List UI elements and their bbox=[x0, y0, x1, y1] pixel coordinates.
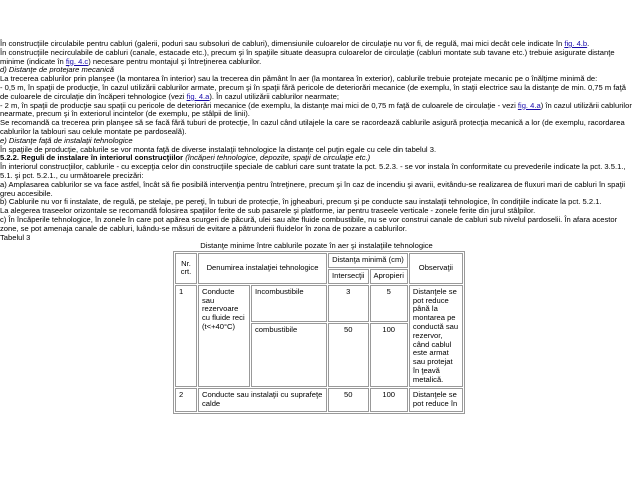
cell-nr: 1 bbox=[175, 285, 197, 388]
figure-link-4b[interactable]: fig. 4.b bbox=[564, 39, 588, 48]
table-row bbox=[175, 388, 463, 412]
paragraph: - 2 m, în spaţii de producţie sau spaţii cu pericole de deteriorări mecanice (de exemplu, la distanţe mai mici de 0,75 m faţă de culoarele de circulaţie - vezi fig. 4.a) în cazul utilizării cablurilor nearmate, precum şi în exteriorul incintelor (de exemplu, pe stâlpii de linii). bbox=[0, 100, 632, 119]
cell-observations: Distanţele se pot reduce în bbox=[409, 388, 463, 412]
cell-intersectii: 3 bbox=[328, 285, 369, 323]
header-nr: Nr. crt. bbox=[175, 253, 197, 284]
figure-link-4a[interactable]: fig. 4.a bbox=[186, 91, 210, 101]
section-heading: e) Distanţe faţă de instalaţii tehnologice bbox=[0, 135, 133, 145]
paragraph: La trecerea cablurilor prin planşee (la montarea în interior) sau la trecerea din pământ în aer (la montarea în exterior), cablurile trebuie protejate mecanic pe o înălţime minimă de: bbox=[0, 74, 598, 84]
cell-apropieri: 100 bbox=[370, 388, 408, 412]
cell-observations: Distanţele se pot reduce până la montarea pe conductă sau rezervor, când cablul este armat sau protejat în ţeavă metalică. bbox=[409, 285, 463, 388]
distances-table bbox=[173, 251, 465, 414]
table-row bbox=[175, 285, 463, 323]
section-heading: d) Distanţe de protejare mecanică bbox=[0, 65, 114, 75]
table-header-row bbox=[175, 253, 463, 268]
cell-apropieri: 100 bbox=[370, 323, 408, 387]
cell-apropieri: 5 bbox=[370, 285, 408, 323]
header-distance: Distanţa minimă (cm) bbox=[328, 253, 408, 268]
paragraph: b) Cablurile nu vor fi instalate, de regulă, pe stelaje, pe pereţi, în tuburi de protecţie, în jgheaburi, precum şi pe conducte sau instalaţii tehnologice, în condiţiile indicate la pct. 5.2.1. bbox=[0, 197, 602, 207]
cell-kind: Incombustibile bbox=[251, 285, 327, 323]
cell-nr: 2 bbox=[175, 388, 197, 412]
header-name: Denumirea instalaţiei tehnologice bbox=[198, 253, 327, 284]
cell-name: Conducte sau instalaţii cu suprafeţe calde bbox=[198, 388, 327, 412]
paragraph: La alegerea traseelor orizontale se recomandă folosirea spaţiilor ferite de sub pasarele şi platforme, iar pentru traseele verticale - zonele ferite din jurul stâlpilor. bbox=[0, 206, 536, 216]
header-apropieri: Apropieri bbox=[370, 269, 408, 284]
paragraph: În construcţiile circulabile pentru cabluri (galerii, poduri sau subsoluri de cabluri), dimensiunile culoarelor de circulaţie nu vor fi, de regulă, mai mici decât cele indicate în fig. 4.b. bbox=[0, 39, 590, 48]
header-intersectii: Intersecţii bbox=[328, 269, 369, 284]
table-label: Tabelul 3 bbox=[0, 232, 31, 242]
paragraph: În spaţiile de producţie, cablurile se vor monta faţă de diverse instalaţii tehnologice la distanţe cel puţin egale cu cele din tabelul 3. bbox=[0, 144, 437, 154]
paragraph: În interiorul construcţiilor, cablurile - cu excepţia celor din construcţiile speciale de cabluri care sunt tratate la pct. 5.2.3. - se vor instala în conformitate cu prevederile indicate la pct. 3.5.1., 5.1. şi pct. 5.2.1., cu următoarele precizări: bbox=[0, 162, 626, 180]
header-observations: Observaţii bbox=[409, 253, 463, 284]
cell-name: Conducte sau rezervoare cu fluide reci (t<+40°C) bbox=[198, 285, 250, 388]
figure-link-4a[interactable]: fig. 4.a bbox=[517, 100, 541, 110]
cell-intersectii: 50 bbox=[328, 388, 369, 412]
paragraph: a) Amplasarea cablurilor se va face astfel, încât să fie posibilă intervenţia pentru întreţinere, precum şi în caz de incendiu şi avarii, evitându-se realizarea de fluxuri mari de cabluri în spaţii greu accesibile. bbox=[0, 179, 626, 198]
paragraph: - 0,5 m, în spaţii de producţie, în cazul utilizării cablurilor armate, precum şi în spaţii fără pericole de deteriorări mecanice (de exemplu, în staţii electrice sau la distanţe de min. 0,75 m faţă de culoarele de circulaţie din încăperi tehnologice (vezi fig. 4.a). În cazul utilizării cablurilor nearmate; bbox=[0, 82, 626, 101]
section-title: 5.2.2. Reguli de instalare în interiorul construcţiilor (încăperi tehnologice, depozite, spaţii de circulaţie etc.) bbox=[0, 153, 371, 163]
paragraph: c) În încăperile tehnologice, în zonele în care pot apărea scurgeri de păcură, ulei sau alte fluide combustibile, nu se vor construi canale de cabluri sub nivelul pardoselii. În afara acestor zone, se pot amenaja canale de cabluri, luându-se măsuri de evitare a pătrunderii fluidelor în zona de pozare a cablurilor. bbox=[0, 214, 618, 233]
cell-kind: combustibile bbox=[251, 323, 327, 387]
figure-link-4c[interactable]: fig. 4.c bbox=[65, 56, 89, 66]
paragraph: În construcţiile necirculabile de cabluri (canale, estacade etc.), precum şi în spaţiile situate deasupra culoarelor de circulaţie (cabluri montate sub tavane etc.) trebuie asigurate distanţe minime (indicate în fig. 4.c) necesare pentru montajul şi întreţinerea cablurilor. bbox=[0, 47, 615, 66]
table-caption: Distanţe minime între cablurile pozate în aer şi instalaţiile tehnologice bbox=[200, 241, 433, 251]
paragraph: Se recomandă ca trecerea prin planşee să se facă fără tuburi de protecţie, în cazul când utilajele la care se racordează cablurile asigură protecţia mecanică a lor (de exemplu, racordarea cablurilor la tablouri sau celule montate pe pardoseală). bbox=[0, 118, 625, 136]
cell-intersectii: 50 bbox=[328, 323, 369, 387]
document-body bbox=[0, 40, 633, 414]
